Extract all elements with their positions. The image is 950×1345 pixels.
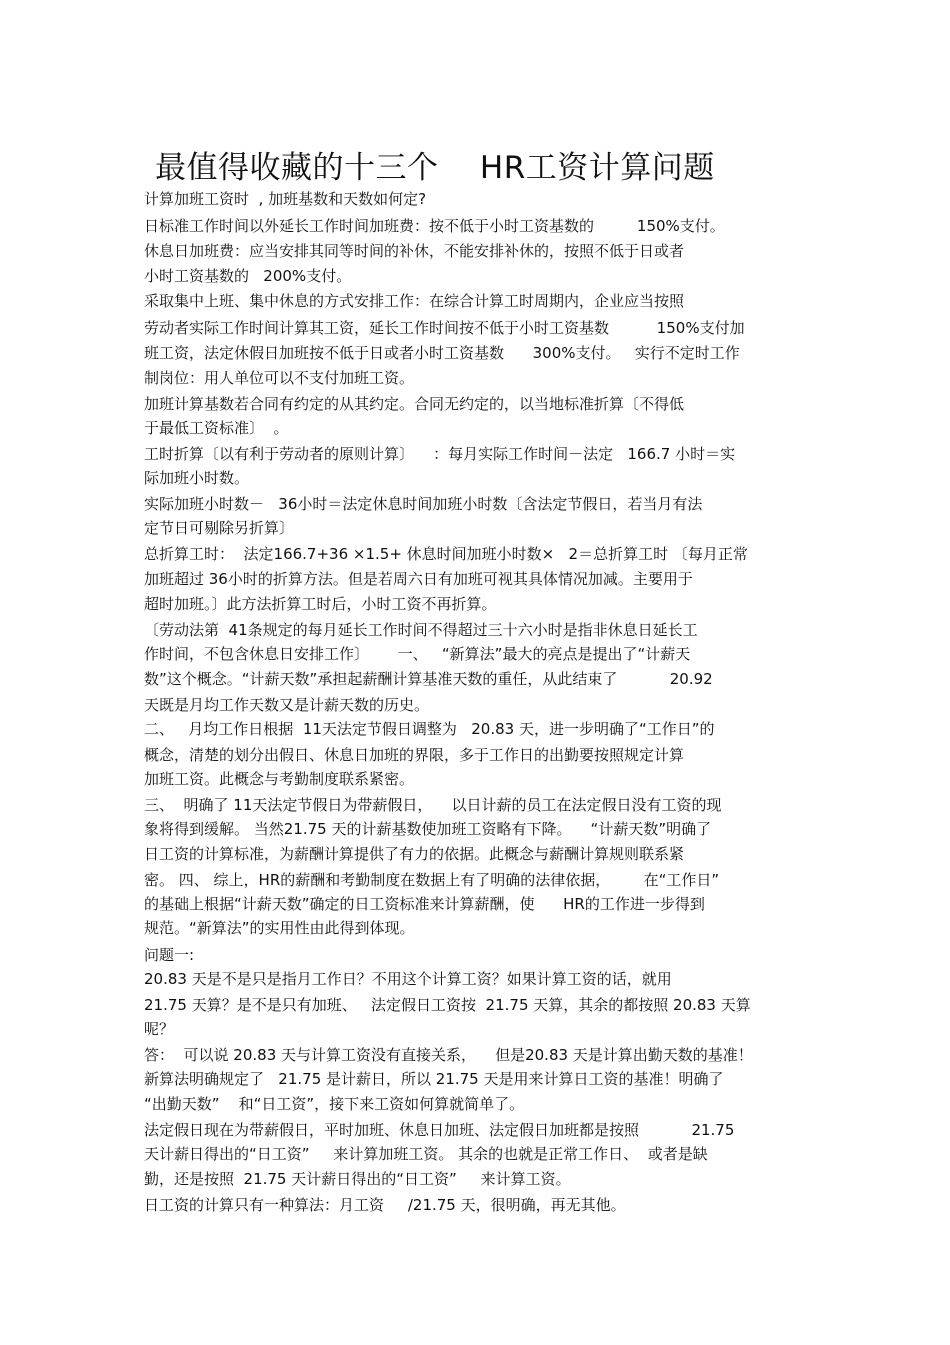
text-line: 总折算工时： 法定166.7+36 ×1.5+ 休息时间加班小时数× 2＝总折算工时 〔每月正常 [144, 545, 748, 563]
text-line: 象将得到缓解。 当然21.75 天的计薪基数使加班工资略有下降。 “计薪天数”明确了 [144, 820, 712, 838]
text-line: 〔劳动法第 41条规定的每月延长工作时间不得超过三十六小时是指非休息日延长工 [144, 621, 698, 639]
text-line: 20.83 天是不是只是指月工作日？不用这个计算工资？如果计算工资的话，就用 [144, 970, 672, 988]
text-line: 际加班小时数。 [144, 469, 250, 487]
text-line: 呢？ [144, 1020, 175, 1038]
text-line: 法定假日现在为带薪假日，平时加班、休息日加班、法定假日加班都是按照 21.75 [144, 1121, 735, 1139]
text-line: 天既是月均工作天数又是计薪天数的历史。 [144, 696, 430, 714]
text-line: 密。 四、 综上，HR的薪酬和考勤制度在数据上有了明确的法律依据， 在“工作日” [144, 871, 720, 889]
text-line: 加班计算基数若合同有约定的从其约定。合同无约定的，以当地标准折算〔不得低 [144, 395, 685, 413]
text-line: 作时间，不包含休息日安排工作〕 一、 “新算法”最大的亮点是提出了“计薪天 [144, 645, 691, 663]
text-line: 的基础上根据“计薪天数”确定的日工资标准来计算薪酬，使 HR的工作进一步得到 [144, 895, 705, 913]
text-line: 答： 可以说 20.83 天与计算工资没有直接关系， 但是20.83 天是计算出勤天数的基准！ [144, 1046, 753, 1064]
text-line: 加班工资。此概念与考勤制度联系紧密。 [144, 770, 415, 788]
text-line: 新算法明确规定了 21.75 是计薪日，所以 21.75 天是用来计算日工资的基准！明确了 [144, 1070, 724, 1088]
text-line: 天计薪日得出的“日工资” 来计算加班工资。 其余的也就是正常工作日、 或者是缺 [144, 1145, 708, 1163]
text-line: 定节日可剔除另折算〕 [144, 519, 295, 537]
text-line: 21.75 天算？是不是只有加班、 法定假日工资按 21.75 天算，其余的都按照 20.83 天算 [144, 996, 751, 1014]
text-line: 问题一: [144, 946, 195, 964]
text-line: 于最低工资标准〕 。 [144, 419, 289, 437]
text-line: 加班超过 36小时的折算方法。但是若周六日有加班可视其具体情况加减。主要用于 [144, 570, 693, 588]
text-line: 日工资的计算标准，为薪酬计算提供了有力的依据。此概念与薪酬计算规则联系紧 [144, 845, 685, 863]
text-line: 小时工资基数的 200%支付。 [144, 267, 352, 285]
text-line: 三、 明确了 11天法定节假日为带薪假日， 以日计薪的员工在法定假日没有工资的现 [144, 796, 722, 814]
text-line: 概念，清楚的划分出假日、休息日加班的界限，多于工作日的出勤要按照规定计算 [144, 746, 685, 764]
text-line: 勤，还是按照 21.75 天计薪日得出的“日工资” 来计算工资。 [144, 1170, 571, 1188]
text-line: 工时折算〔以有利于劳动者的原则计算〕 ：每月实际工作时间－法定 166.7 小时＝实 [144, 445, 736, 463]
text-line: 日标准工作时间以外延长工作时间加班费：按不低于小时工资基数的 150%支付。 [144, 217, 725, 235]
text-line: 规范。“新算法”的实用性由此得到体现。 [144, 919, 415, 937]
text-line: 劳动者实际工作时间计算其工资，延长工作时间按不低于小时工资基数 150%支付加 [144, 319, 745, 337]
document-title: 最值得收藏的十三个 HR工资计算问题 [155, 150, 715, 186]
text-line: 采取集中上班、集中休息的方式安排工作：在综合计算工时周期内，企业应当按照 [144, 292, 685, 310]
text-line: 超时加班。〕此方法折算工时后，小时工资不再折算。 [144, 595, 497, 613]
text-line: 计算加班工资时 , 加班基数和天数如何定? [144, 190, 427, 208]
text-line: 二、 月均工作日根据 11天法定节假日调整为 20.83 天，进一步明确了“工作日”的 [144, 720, 715, 738]
text-line: 休息日加班费：应当安排其同等时间的补休，不能安排补休的，按照不低于日或者 [144, 242, 685, 260]
text-line: 制岗位：用人单位可以不支付加班工资。 [144, 369, 415, 387]
text-line: “出勤天数” 和“日工资”，接下来工资如何算就简单了。 [144, 1095, 525, 1113]
text-line: 实际加班小时数－ 36小时＝法定休息时间加班小时数〔含法定节假日，若当月有法 [144, 495, 703, 513]
text-line: 数”这个概念。“计薪天数”承担起薪酬计算基准天数的重任，从此结束了 20.92 [144, 670, 713, 688]
text-line: 班工资，法定休假日加班按不低于日或者小时工资基数 300%支付。 实行不定时工作 [144, 344, 740, 362]
text-line: 日工资的计算只有一种算法：月工资 /21.75 天，很明确，再无其他。 [144, 1196, 626, 1214]
